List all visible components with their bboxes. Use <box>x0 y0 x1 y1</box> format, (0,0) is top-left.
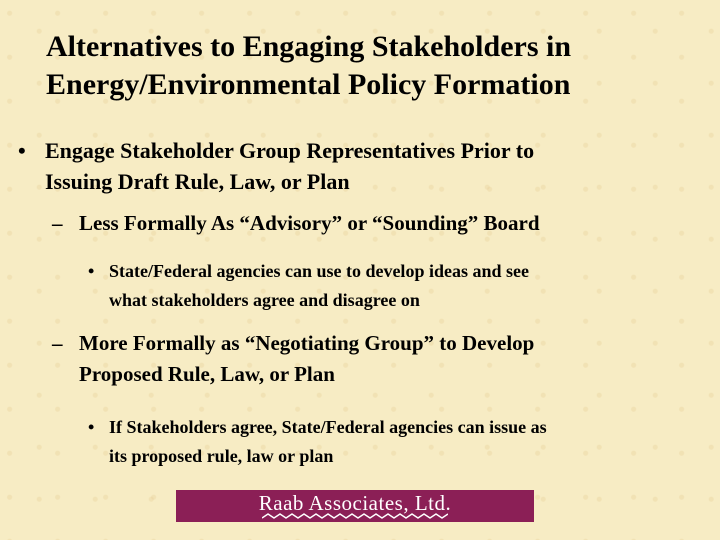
slide-title-line-1: Alternatives to Engaging Stakeholders in <box>46 30 572 63</box>
main-bullet <box>18 135 698 197</box>
detail-bullet-negotiating-line-2: its proposed rule, law or plan <box>109 446 334 466</box>
bullet-marker: • <box>18 138 26 163</box>
sub-bullet-advisory <box>52 208 692 239</box>
sub-bullet-negotiating-line-1: More Formally as “Negotiating Group” to Develop <box>79 331 535 355</box>
company-logo-text: Raab Associates, Ltd. <box>258 491 452 515</box>
dash-marker: – <box>52 211 63 235</box>
main-bullet-line-2: Issuing Draft Rule, Law, or Plan <box>45 169 350 194</box>
detail-bullet-negotiating <box>88 413 700 471</box>
detail-bullet-advisory-line-1: State/Federal agencies can use to develop ideas and see <box>109 261 529 281</box>
wave-ornament-icon <box>262 513 448 520</box>
slide-title-line-2: Energy/Environmental Policy Formation <box>46 68 571 101</box>
company-logo <box>176 490 534 522</box>
detail-bullet-advisory <box>88 257 700 315</box>
bullet-marker: • <box>88 261 95 281</box>
detail-bullet-advisory-line-2: what stakeholders agree and disagree on <box>109 290 420 310</box>
sub-bullet-advisory-line-1: Less Formally As “Advisory” or “Sounding” Board <box>79 211 540 235</box>
main-bullet-line-1: Engage Stakeholder Group Representatives Prior to <box>45 138 535 163</box>
bullet-marker: • <box>88 417 95 437</box>
dash-marker: – <box>52 331 63 355</box>
sub-bullet-negotiating <box>52 328 692 390</box>
detail-bullet-negotiating-line-1: If Stakeholders agree, State/Federal agencies can issue as <box>109 417 547 437</box>
slide-title <box>46 28 706 104</box>
sub-bullet-negotiating-line-2: Proposed Rule, Law, or Plan <box>79 362 335 386</box>
